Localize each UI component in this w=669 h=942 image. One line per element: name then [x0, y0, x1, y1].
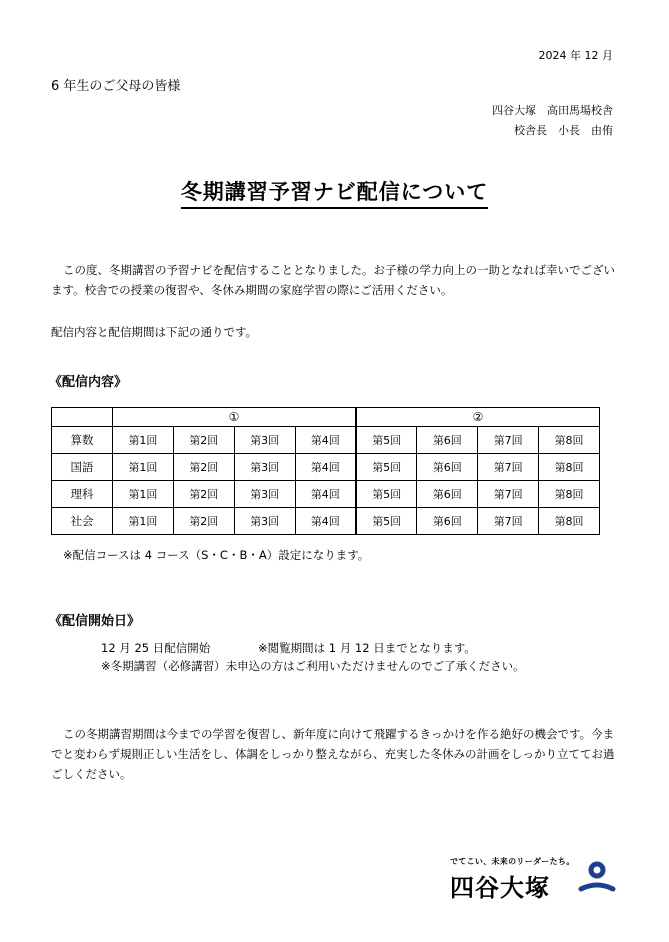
distribution-table [51, 407, 600, 535]
lesson-cell: 第7回 [478, 508, 539, 535]
lesson-cell: 第6回 [417, 454, 478, 481]
lesson-cell: 第7回 [478, 481, 539, 508]
lesson-cell: 第1回 [113, 454, 174, 481]
intro-paragraph: この度、冬期講習の予習ナビを配信することとなりました。お子様の学力向上の一助となれば幸いでございます。校舎での授業の復習や、冬休み期間の家庭学習の際にご活用ください。 [51, 262, 615, 297]
lesson-cell: 第6回 [417, 427, 478, 454]
logo-mark-icon [577, 859, 617, 903]
lesson-cell: 第8回 [539, 508, 600, 535]
start-date: 12 月 25 日配信開始 [101, 641, 211, 655]
table-corner-cell [52, 408, 113, 427]
lesson-cell: 第6回 [417, 481, 478, 508]
lesson-cell: 第8回 [539, 427, 600, 454]
course-note: ※配信コースは 4 コース（S・C・B・A）設定になります。 [63, 548, 370, 562]
lesson-cell: 第2回 [173, 427, 234, 454]
lesson-cell: 第2回 [173, 481, 234, 508]
lesson-cell: 第3回 [234, 427, 295, 454]
lesson-cell: 第5回 [356, 508, 417, 535]
lesson-cell: 第7回 [478, 427, 539, 454]
table-row [52, 427, 600, 454]
lesson-cell: 第8回 [539, 454, 600, 481]
school-name: 四谷大塚 高田馬場校舎 [492, 104, 613, 117]
lesson-cell: 第8回 [539, 481, 600, 508]
title-text: 冬期講習予習ナビ配信について [181, 176, 489, 209]
logo-mark-head [591, 864, 603, 876]
logo-mark-svg [577, 859, 617, 899]
subject-cell: 国語 [52, 454, 113, 481]
lesson-cell: 第5回 [356, 454, 417, 481]
logo-wordmark: 四谷大塚 [450, 874, 550, 902]
section-heading-contents: 《配信内容》 [49, 375, 128, 390]
table-row [52, 508, 600, 535]
logo-tagline: でてこい、未来のリーダーたち。 [450, 857, 575, 866]
lesson-cell: 第3回 [234, 508, 295, 535]
lesson-cell: 第5回 [356, 481, 417, 508]
table-header-row [52, 408, 600, 427]
apply-note: ※冬期講習（必修講習）未申込の方はご利用いただけませんのでご了承ください。 [101, 659, 525, 673]
subject-cell: 算数 [52, 427, 113, 454]
lesson-cell: 第3回 [234, 454, 295, 481]
lesson-cell: 第4回 [295, 454, 356, 481]
subject-cell: 社会 [52, 508, 113, 535]
lesson-cell: 第2回 [173, 454, 234, 481]
section-heading-start: 《配信開始日》 [49, 614, 141, 629]
document-title [0, 176, 669, 209]
document-date: 2024 年 12 月 [538, 49, 613, 62]
group-header: ① [113, 408, 357, 427]
lesson-cell: 第2回 [173, 508, 234, 535]
lesson-cell: 第7回 [478, 454, 539, 481]
lesson-cell: 第3回 [234, 481, 295, 508]
lesson-cell: 第1回 [113, 481, 174, 508]
lesson-cell: 第4回 [295, 508, 356, 535]
lesson-cell: 第1回 [113, 508, 174, 535]
group-header: ② [356, 408, 600, 427]
distribution-line: 配信内容と配信期間は下記の通りです。 [51, 325, 258, 339]
lesson-cell: 第5回 [356, 427, 417, 454]
subject-cell: 理科 [52, 481, 113, 508]
lesson-cell: 第4回 [295, 481, 356, 508]
lesson-cell: 第6回 [417, 508, 478, 535]
table-row [52, 454, 600, 481]
logo-mark-arc [581, 885, 613, 889]
closing-paragraph: この冬期講習期間は今までの学習を復習し、新年度に向けて飛躍するきっかけを作る絶好の機会です。今までと変わらず規則正しい生活をし、体調をしっかり整えながら、充実した冬休みの計画をしっかり立ててお過ごしください。 [51, 726, 615, 781]
table-row [52, 481, 600, 508]
addressee: 6 年生のご父母の皆様 [51, 79, 181, 94]
lesson-cell: 第4回 [295, 427, 356, 454]
lesson-cell: 第1回 [113, 427, 174, 454]
principal-name: 校舎長 小長 由侑 [514, 124, 613, 137]
period-note: ※閲覧期間は 1 月 12 日までとなります。 [258, 641, 476, 655]
